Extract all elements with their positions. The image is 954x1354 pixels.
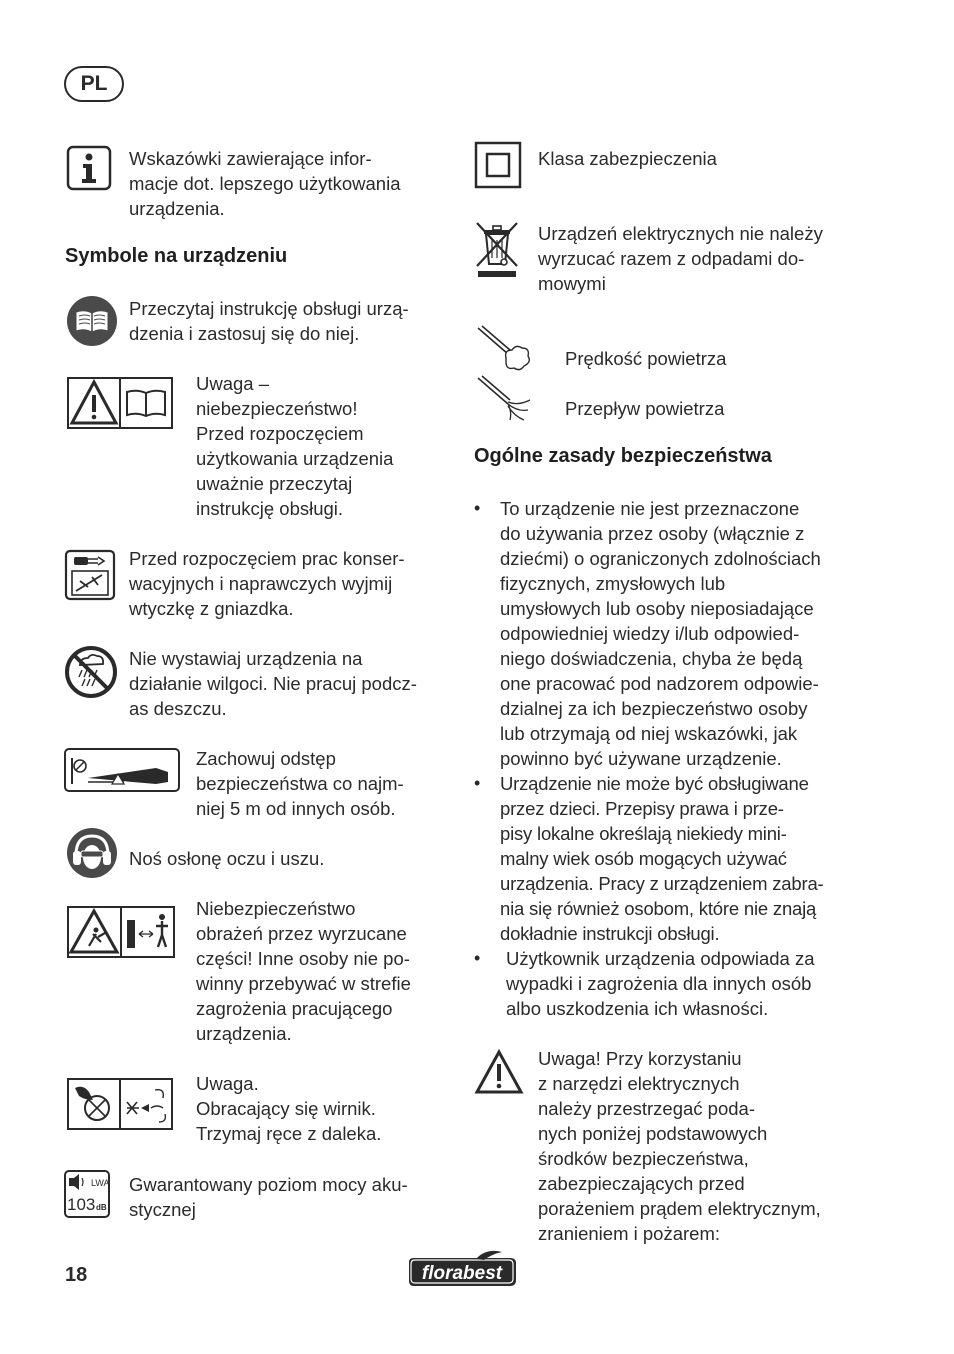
sound-power-value: 103 bbox=[67, 1195, 96, 1214]
section-title-symbols: Symbole na urządzeniu bbox=[65, 245, 288, 267]
symbol-text-air-flow: Przepływ powietrza bbox=[565, 398, 725, 419]
warning-manual-icon bbox=[67, 377, 173, 429]
bullet-text-3: Użytkownik urządzenia odpowiada za wypadki i zagrożenia dla innych osób albo uszkodzenia ich własności. bbox=[506, 948, 815, 1019]
info-icon bbox=[66, 145, 112, 191]
symbol-text-protection: Noś osłonę oczu i uszu. bbox=[129, 848, 325, 869]
safety-bullet-list bbox=[474, 496, 874, 1021]
book-icon bbox=[66, 295, 118, 347]
sound-power-label: LWA bbox=[91, 1178, 110, 1188]
list-item bbox=[474, 496, 874, 771]
symbol-text-weee: Urządzeń elektrycznych nie należy wyrzucać razem z odpadami do- mowymi bbox=[538, 223, 823, 294]
thrown-parts-icon bbox=[67, 906, 175, 958]
symbol-text-impeller: Uwaga. Obracający się wirnik. Trzymaj ręce z daleka. bbox=[196, 1073, 382, 1144]
rotating-impeller-icon bbox=[67, 1078, 173, 1130]
warning-note-text: Uwaga! Przy korzystaniu z narzędzi elektrycznych należy przestrzegać poda- nych poniżej podstawowych środków bezpieczeństwa, zabezpieczających przed porażeniem prądem elektrycznym, zranieniem i pożarem: bbox=[538, 1048, 821, 1244]
sound-power-icon bbox=[64, 1170, 110, 1218]
symbol-text-thrown-parts: Niebezpieczeństwo obrażeń przez wyrzucane części! Inne osoby nie po- winny przebywać w strefie zagrożenia pracującego urządzenia. bbox=[196, 898, 411, 1044]
section-title-safety: Ogólne zasady bezpieczeństwa bbox=[474, 445, 772, 467]
sound-power-unit: dB bbox=[96, 1203, 107, 1212]
symbol-text-warning: Uwaga – niebezpieczeństwo! Przed rozpoczęciem użytkowania urządzenia uważnie przeczytaj instrukcję obsługi. bbox=[196, 373, 394, 519]
weee-bin-icon bbox=[474, 220, 520, 278]
symbol-text-sound-power: Gwarantowany poziom mocy aku- stycznej bbox=[129, 1174, 408, 1220]
symbol-text-protection-class: Klasa zabezpieczenia bbox=[538, 148, 717, 169]
eye-ear-protection-icon bbox=[66, 827, 118, 879]
symbol-text-air-speed: Prędkość powietrza bbox=[565, 348, 727, 369]
list-item bbox=[474, 771, 874, 946]
list-item bbox=[474, 946, 874, 1021]
distance-icon bbox=[64, 748, 180, 792]
page-number: 18 bbox=[65, 1264, 88, 1286]
florabest-logo bbox=[406, 1250, 518, 1290]
warning-triangle-icon bbox=[474, 1048, 524, 1096]
air-flow-icon bbox=[474, 374, 534, 424]
logo-text: florabest bbox=[421, 1263, 503, 1284]
bullet-marker: • bbox=[474, 948, 481, 968]
info-note-text: Wskazówki zawierające infor- macje dot. lepszego użytkowania urządzenia. bbox=[129, 148, 401, 219]
bullet-text-1: To urządzenie nie jest przeznaczone do używania przez osoby (włącznie z dziećmi) o ograniczonych zdolnościach fizycznych, zmysłowych lub umysłowych lub osoby nieposiadające odpowiedniej wiedzy i/lub odpowied- niego doświadczenia, chyba że będą one pracować pod nadzorem odpowie- dzialnej za ich bezpieczeństwo osoby lub otrzymają od niej wskazówki, jak powinno być używane urządzenie. bbox=[500, 498, 821, 769]
bullet-text-2: Urządzenie nie może być obsługiwane przez dzieci. Przepisy prawa i prze- pisy lokalne określają niekiedy mini- malny wiek osób mogących używać urządzenia. Pracy z urządzeniem zabra- nia się również osobom, które nie znają dokładnie instrukcji obsługi. bbox=[500, 773, 824, 944]
bullet-marker: • bbox=[474, 773, 481, 793]
symbol-text-distance: Zachowuj odstęp bezpieczeństwa co najm- niej 5 m od innych osób. bbox=[196, 748, 404, 819]
symbol-text-unplug: Przed rozpoczęciem prac konser- wacyjnych i naprawczych wyjmij wtyczkę z gniazdka. bbox=[129, 548, 405, 619]
bullet-marker: • bbox=[474, 498, 481, 518]
air-speed-icon bbox=[474, 324, 534, 376]
symbol-text-no-rain: Nie wystawiaj urządzenia na działanie wilgoci. Nie pracuj podcz- as deszczu. bbox=[129, 648, 417, 719]
no-rain-icon bbox=[64, 645, 118, 699]
unplug-icon bbox=[64, 549, 116, 601]
language-badge: PL bbox=[64, 66, 124, 102]
protection-class-icon bbox=[474, 141, 522, 189]
symbol-text-read-manual: Przeczytaj instrukcję obsługi urzą- dzenia i zastosuj się do niej. bbox=[129, 298, 409, 344]
